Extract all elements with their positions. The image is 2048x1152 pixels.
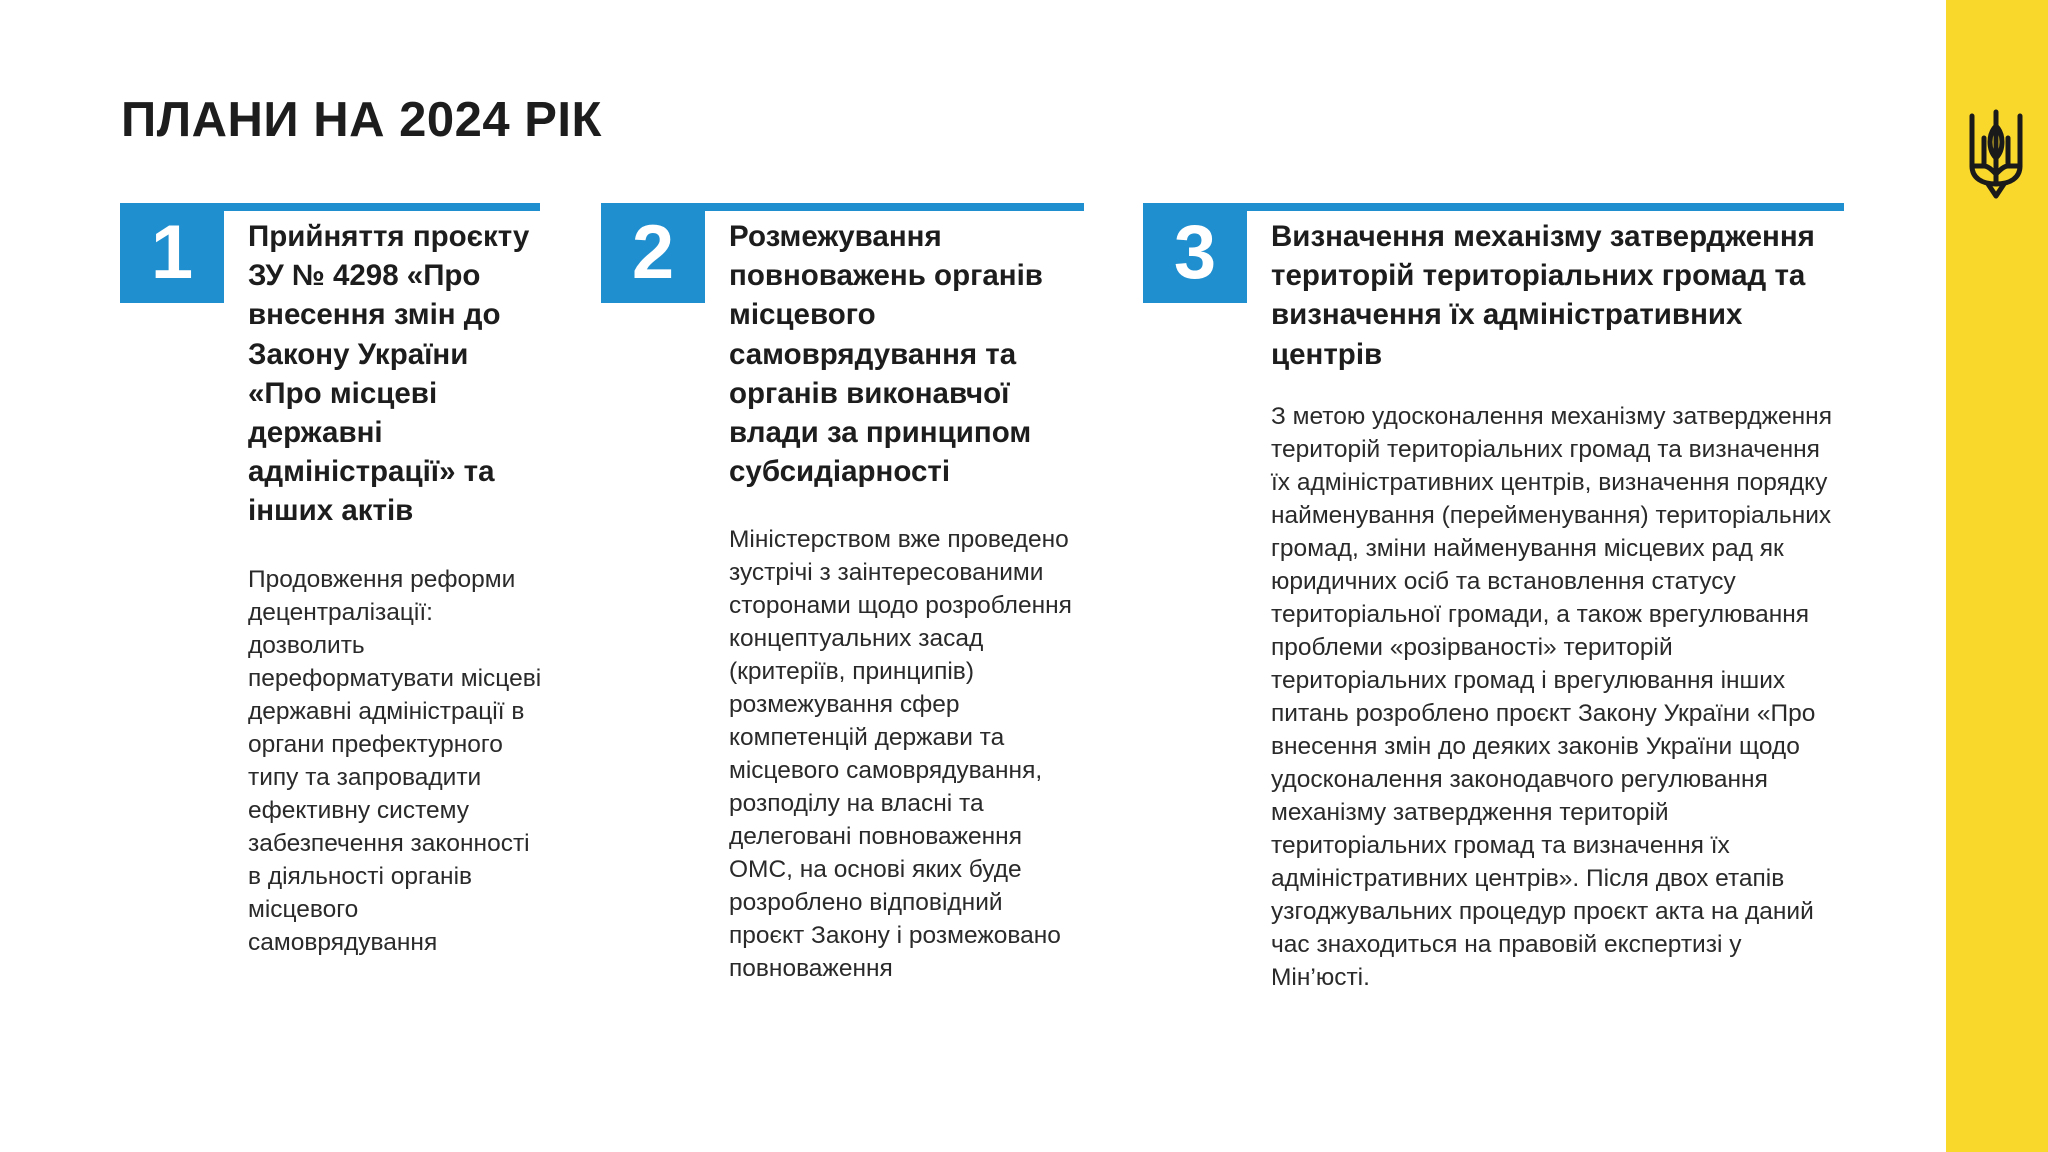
plan-number-badge: 1 bbox=[120, 203, 224, 303]
plan-content bbox=[1271, 217, 1844, 994]
page-title: ПЛАНИ НА 2024 РІК bbox=[121, 93, 602, 147]
plan-number-badge: 3 bbox=[1143, 203, 1247, 303]
trident-icon bbox=[1966, 108, 2026, 200]
plan-number-badge: 2 bbox=[601, 203, 705, 303]
plan-title: Прийняття проєкту ЗУ № 4298 «Про внесення змін до Закону України «Про місцеві державні адміністрації» та інших актів bbox=[248, 220, 530, 528]
plan-content bbox=[248, 217, 540, 959]
plan-title: Розмежування повноважень органів місцевого самоврядування та органів виконавчої влади за принципом субсидіарності bbox=[729, 220, 1043, 489]
plan-description: Міністерством вже проведено зустрічі з заінтересованими сторонами щодо розроблення концептуальних засад (критеріїв, принципів) розмежування сфер компетенцій держави та місцевого самоврядування, розподілу на власні та делеговані повноваження ОМС, на основі яких буде розроблено відповідний проєкт Закону і розмежовано повноваження bbox=[729, 526, 1072, 983]
plan-top-rule bbox=[1143, 203, 1844, 211]
plan-title: Визначення механізму затвердження територій територіальних громад та визначення їх адміністративних центрів bbox=[1271, 220, 1815, 371]
plan-content bbox=[729, 217, 1084, 985]
plan-description: Продовження реформи децентралізації: дозволить переформатувати місцеві державні адміністрації в органи префектурного типу та запровадити ефективну систему забезпечення законності в діяльності органів місцевого самоврядування bbox=[248, 565, 542, 956]
plan-description: З метою удосконалення механізму затвердження територій територіальних громад та визначення їх адміністративних центрів, визначення порядку найменування (перейменування) територіальних громад, зміни найменування місцевих рад як юридичних осіб та встановлення статусу територіальної громади, а також врегулювання проблеми «розірваності» територій територіальних громад і врегулювання інших питань розроблено проєкт Закону України «Про внесення змін до деяких законів України щодо удосконалення законодавчого регулювання механізму затвердження територій територіальних громад та визначення їх адміністративних центрів». Після двох етапів узгоджувальних процедур проєкт акта на даний час знаходиться на правовій експертизі у Мін’юсті. bbox=[1271, 402, 1832, 991]
